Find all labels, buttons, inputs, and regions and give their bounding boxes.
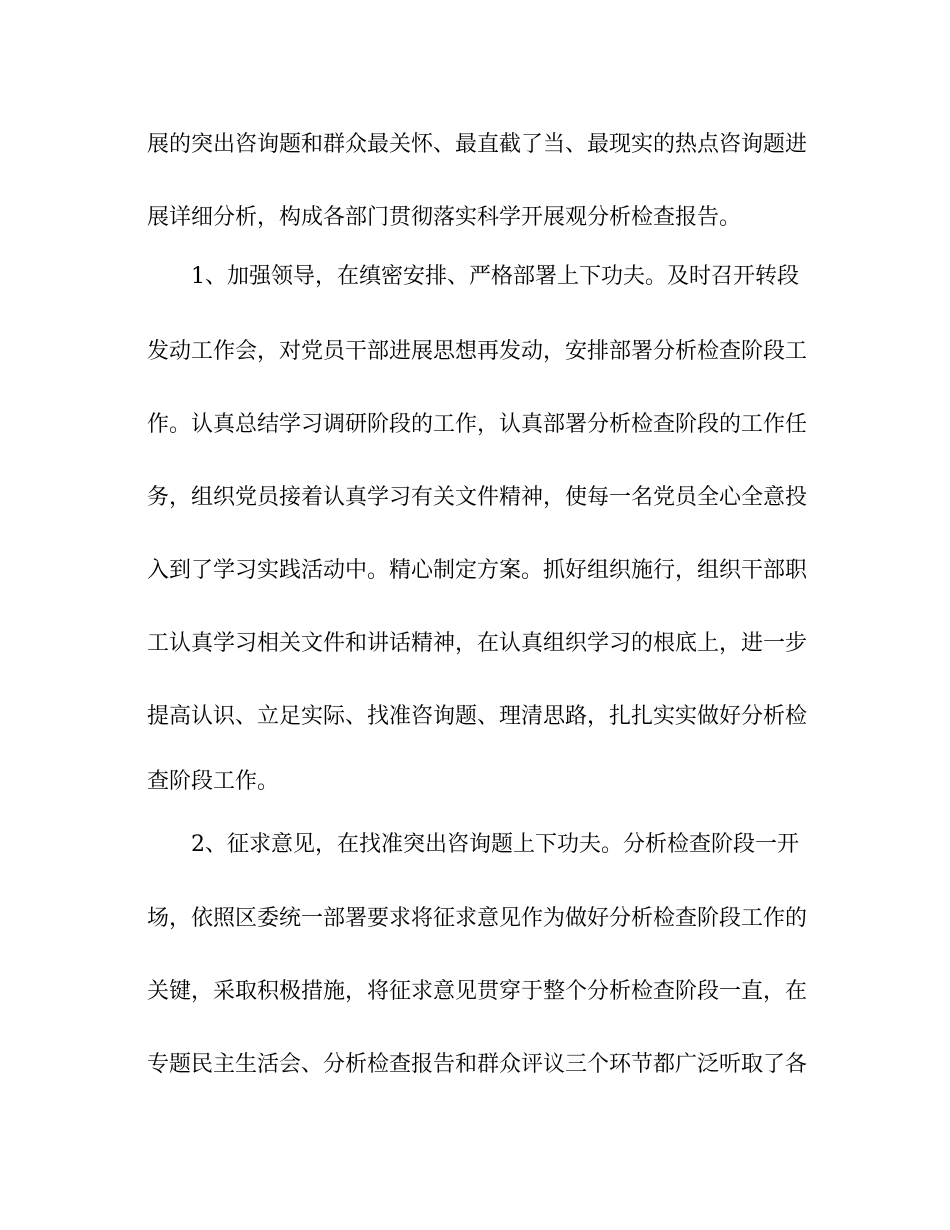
text-line-10: 查阶段工作。	[147, 769, 280, 794]
text-line-14: 专题民主生活会、分析检查报告和群众评议三个环节都广泛听取了各	[147, 1052, 808, 1077]
text-line-6: 务，组织党员接着认真学习有关文件精神，使每一名党员全心全意投	[147, 485, 808, 510]
text-line-9: 提高认识、立足实际、找准咨询题、理清思路，扎扎实实做好分析检	[147, 704, 808, 729]
paragraph-2-heading-line: 2、征求意见，在找准突出咨询题上下功夫。分析检查阶段一开	[191, 832, 799, 857]
text-line-1: 展的突出咨询题和群众最关怀、最直截了当、最现实的热点咨询题进	[147, 132, 808, 157]
text-line-4: 发动工作会，对党员干部进展思想再发动，安排部署分析检查阶段工	[147, 339, 808, 364]
text-line-8: 工认真学习相关文件和讲话精神，在认真组织学习的根底上，进一步	[147, 631, 808, 656]
text-line-7: 入到了学习实践活动中。精心制定方案。抓好组织施行，组织干部职	[147, 558, 808, 583]
text-line-5: 作。认真总结学习调研阶段的工作，认真部署分析检查阶段的工作任	[147, 412, 808, 437]
text-line-12: 场，依照区委统一部署要求将征求意见作为做好分析检查阶段工作的	[147, 906, 808, 931]
paragraph-1-heading-line: 1、加强领导，在缜密安排、严格部署上下功夫。及时召开转段	[191, 264, 799, 289]
text-line-2: 展详细分析，构成各部门贯彻落实科学开展观分析检查报告。	[147, 205, 742, 230]
text-line-13: 关键，采取积极措施，将征求意见贯穿于整个分析检查阶段一直，在	[147, 979, 808, 1004]
